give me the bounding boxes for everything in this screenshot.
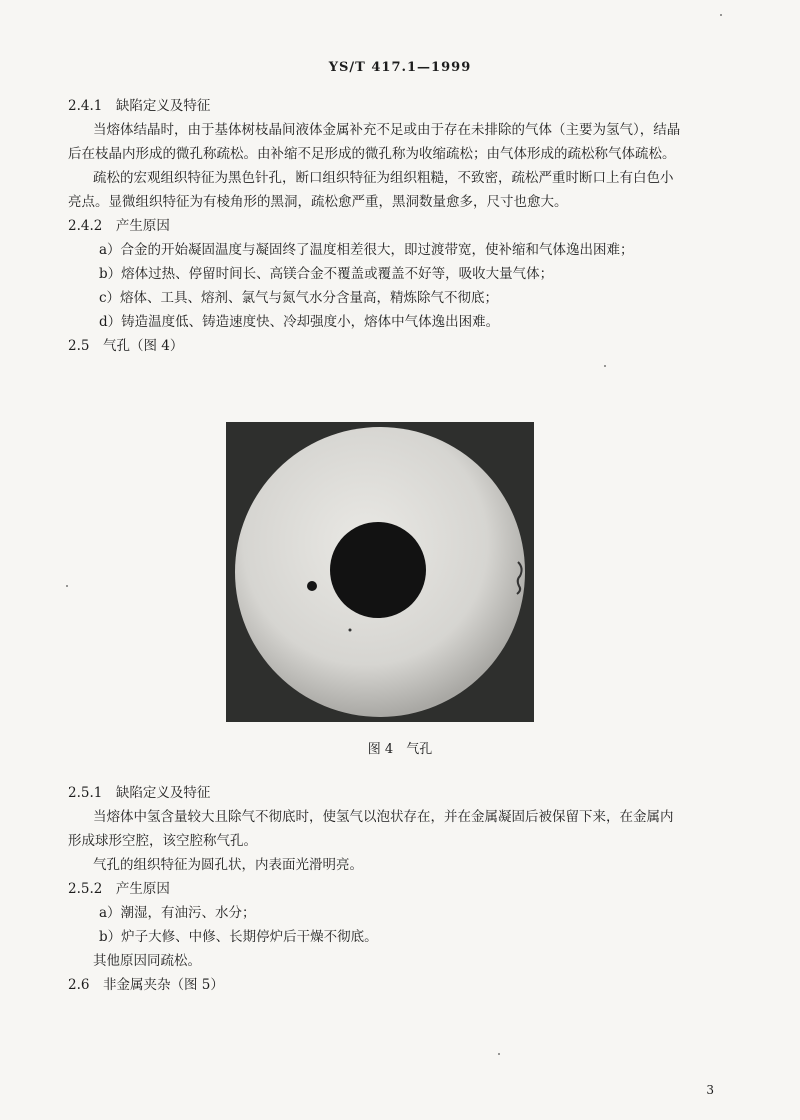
page-number: 3: [706, 1083, 714, 1097]
paragraph-line: 亮点。显微组织特征为有棱角形的黑洞，疏松愈严重，黑洞数量愈多，尺寸也愈大。: [68, 194, 568, 210]
section-title: 2.6 非金属夹杂（图 5）: [68, 977, 224, 993]
paragraph-line: 疏松的宏观组织特征为黑色针孔，断口组织特征为组织粗糙，不致密，疏松严重时断口上有白色小: [93, 170, 674, 186]
gas-pore: [307, 581, 317, 591]
list-item: b）炉子大修、中修、长期停炉后干燥不彻底。: [99, 929, 378, 945]
section-title: 2.4.2 产生原因: [68, 218, 170, 234]
section-title: 2.5.2 产生原因: [68, 881, 170, 897]
list-item: d）铸造温度低、铸造速度快、冷却强度小，熔体中气体逸出困难。: [99, 314, 500, 330]
paragraph-line: 其他原因同疏松。: [93, 953, 201, 969]
scan-speck: [498, 1053, 500, 1055]
scan-speck: [604, 365, 606, 367]
porosity-photo: [226, 422, 534, 722]
paragraph-line: 当熔体中氢含量较大且除气不彻底时，使氢气以泡状存在，并在金属凝固后被保留下来，在金属内: [93, 809, 674, 825]
section-title: 2.5.1 缺陷定义及特征: [68, 785, 211, 801]
gas-pore-small: [349, 629, 352, 632]
paragraph-line: 当熔体结晶时，由于基体树枝晶间液体金属补充不足或由于存在未排除的气体（主要为氢气），结晶: [93, 122, 681, 138]
section-title: 2.4.1 缺陷定义及特征: [68, 98, 211, 114]
disc-specimen-image: [226, 422, 534, 722]
list-item: c）熔体、工具、熔剂、氯气与氮气水分含量高，精炼除气不彻底；: [99, 290, 499, 306]
scan-speck: [66, 585, 68, 587]
list-item: a）合金的开始凝固温度与凝固终了温度相差很大，即过渡带宽，使补缩和气体逸出困难；: [99, 242, 634, 258]
list-item: b）熔体过热、停留时间长、高镁合金不覆盖或覆盖不好等，吸收大量气体；: [99, 266, 554, 282]
list-item: a）潮湿，有油污、水分；: [99, 905, 256, 921]
scan-speck: [720, 14, 722, 16]
standard-header: YS/T 417.1—1999: [328, 60, 472, 75]
paragraph-line: 气孔的组织特征为圆孔状，内表面光滑明亮。: [93, 857, 363, 873]
paragraph-line: 形成球形空腔，该空腔称气孔。: [68, 833, 257, 849]
center-hole: [330, 522, 426, 618]
section-title: 2.5 气孔（图 4）: [68, 338, 184, 354]
figure-caption: 图 4 气孔: [367, 742, 433, 757]
paragraph-line: 后在枝晶内形成的微孔称疏松。由补缩不足形成的微孔称为收缩疏松；由气体形成的疏松称气体疏松。: [68, 146, 676, 162]
